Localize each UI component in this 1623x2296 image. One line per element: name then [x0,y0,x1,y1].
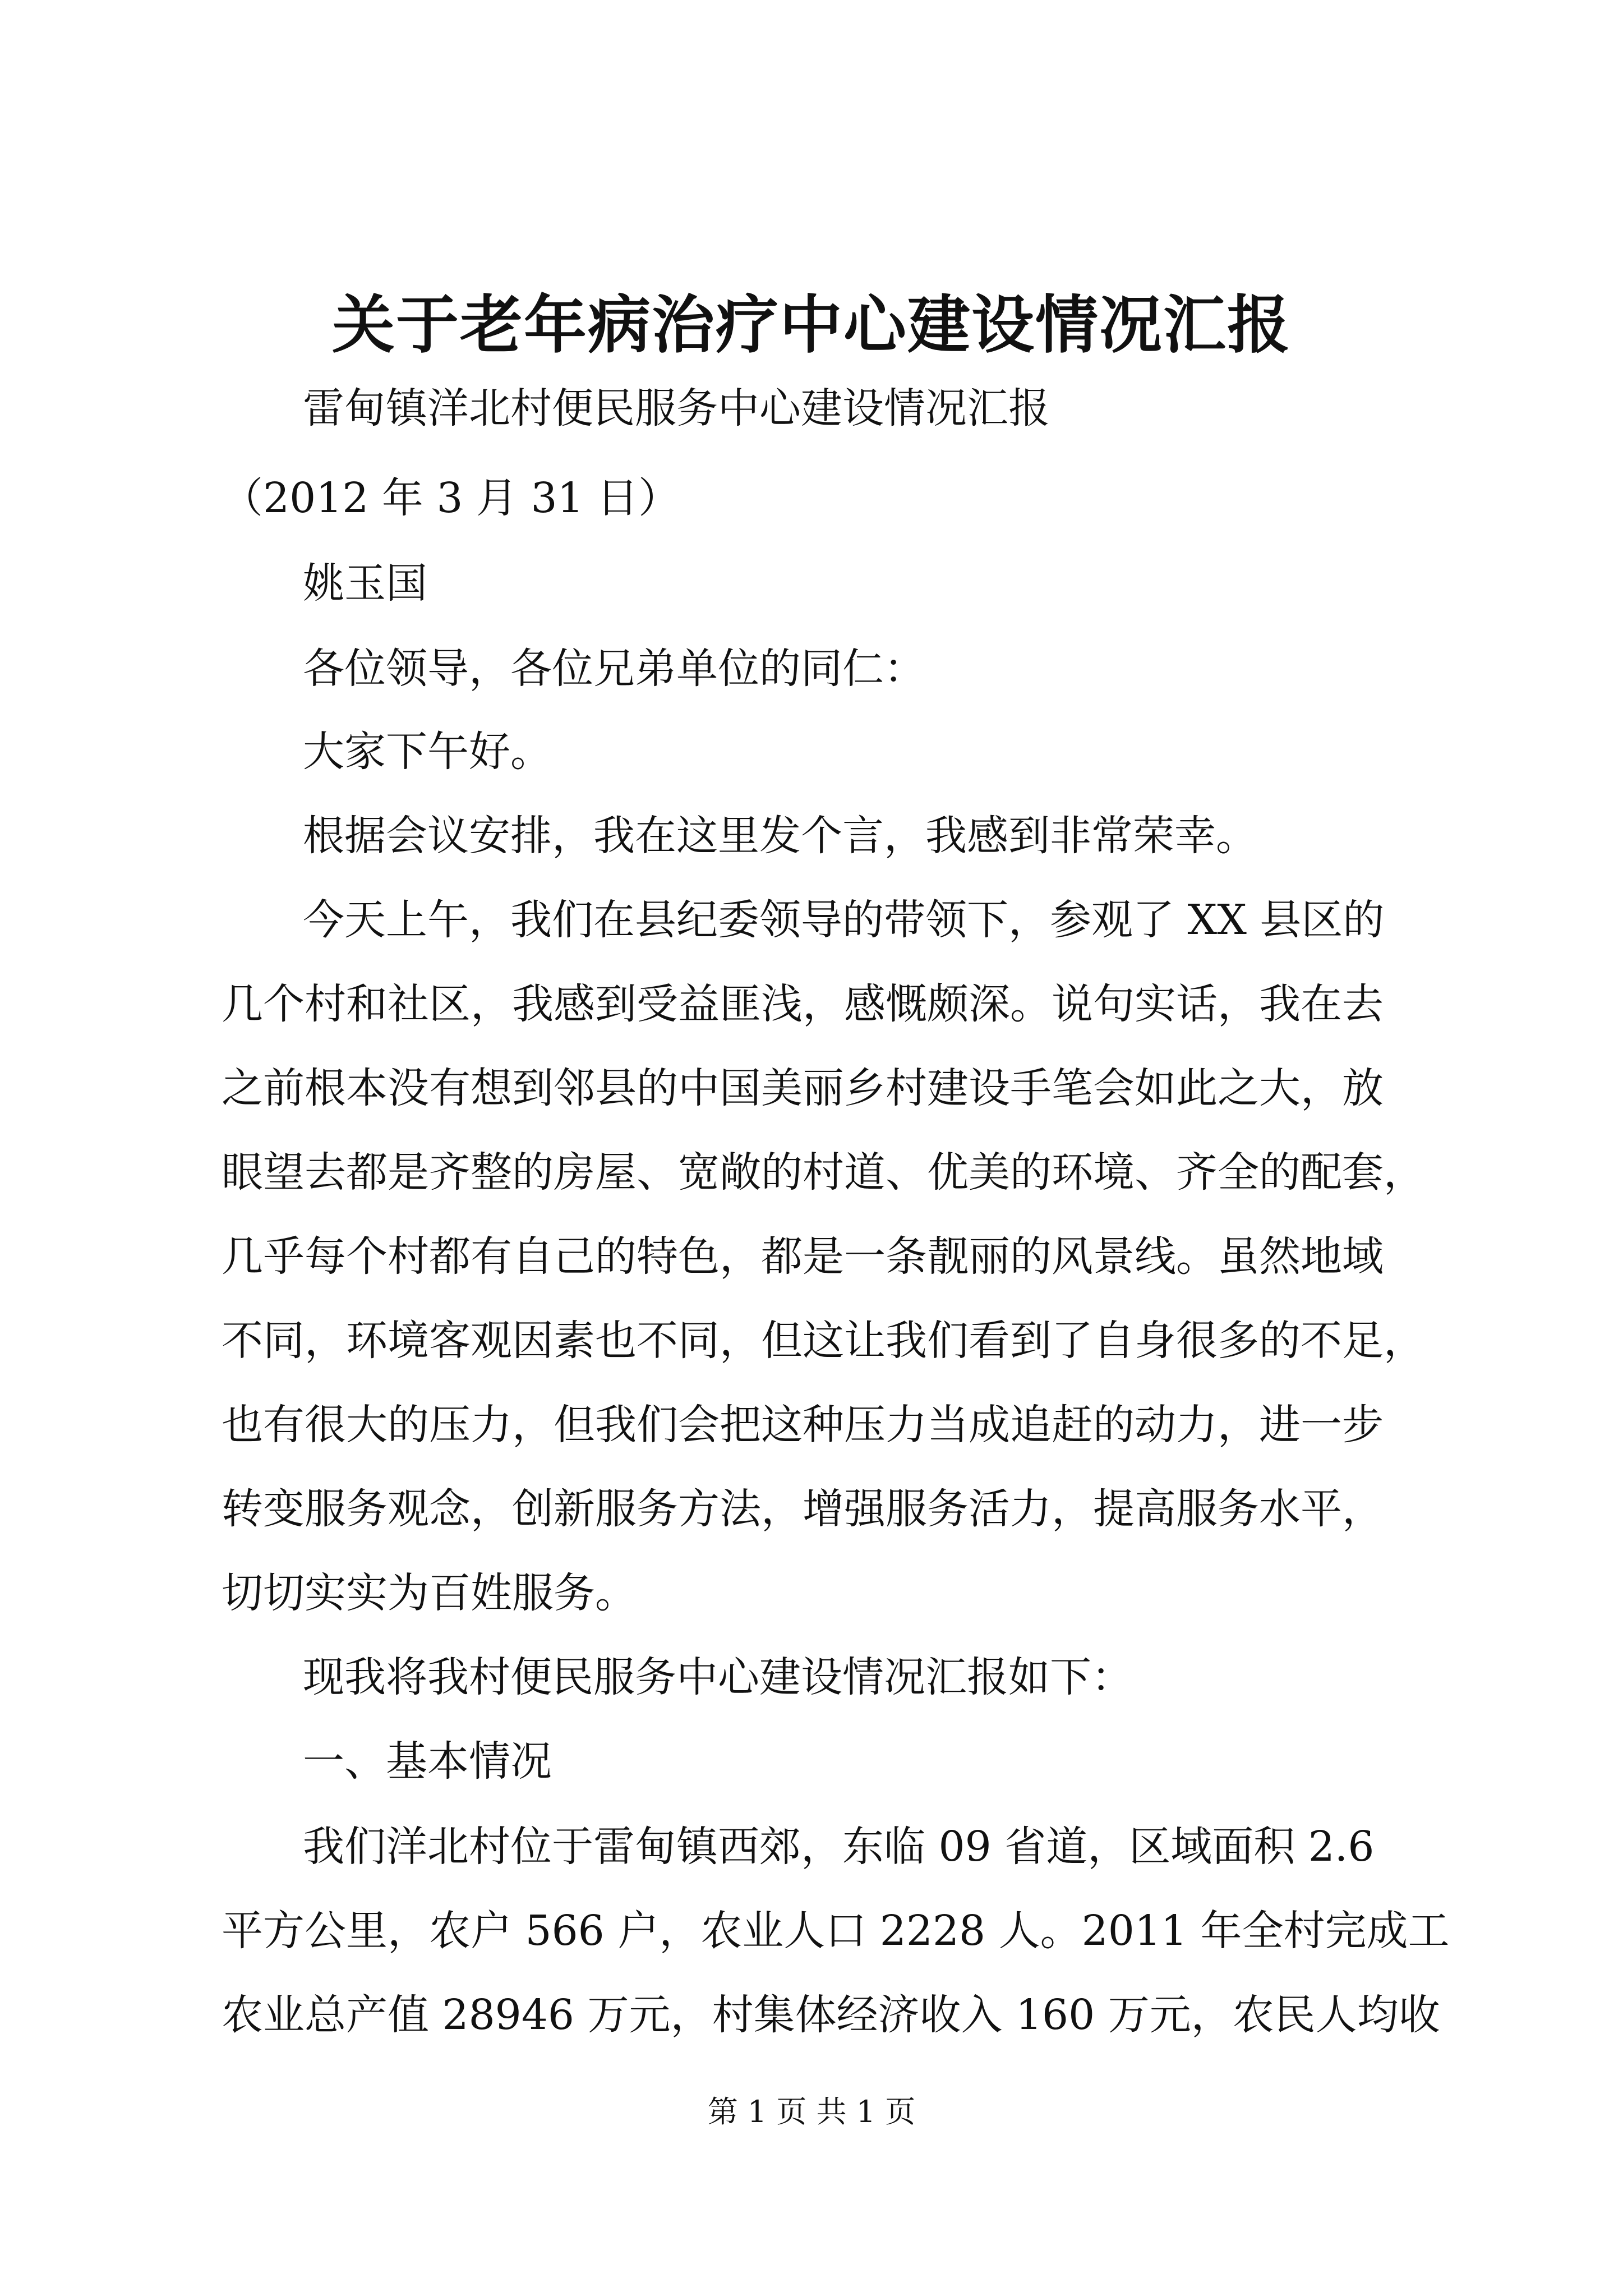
paragraph-line: 之前根本没有想到邻县的中国美丽乡村建设手笔会如此之大，放 [222,1064,1384,1112]
intro-line: 根据会议安排，我在这里发个言，我感到非常荣幸。 [303,812,1257,860]
paragraph-line: 转变服务观念，创新服务方法，增强服务活力，提高服务水平， [222,1485,1384,1533]
subtitle: 雷甸镇洋北村便民服务中心建设情况汇报 [303,384,1050,432]
paragraph-line: 不同，环境客观因素也不同，但这让我们看到了自身很多的不足， [222,1317,1425,1365]
paragraph-line: 眼望去都是齐整的房屋、宽敞的村道、优美的环境、齐全的配套， [222,1148,1425,1197]
section-heading: 一、基本情况 [303,1737,552,1786]
report-intro: 现我将我村便民服务中心建设情况汇报如下： [303,1653,1133,1701]
paragraph-line: 切切实实为百姓服务。 [222,1569,637,1617]
hello-line: 大家下午好。 [303,728,552,776]
paragraph-line: 几个村和社区，我感到受益匪浅，感慨颇深。说句实话，我在去 [222,980,1384,1028]
paragraph-line: 也有很大的压力，但我们会把这种压力当成追赶的动力，进一步 [222,1401,1384,1449]
paragraph-line: 平方公里，农户 566 户，农业人口 2228 人。2011 年全村完成工 [222,1907,1450,1955]
report-date: （2012 年 3 月 31 日） [222,474,680,522]
paragraph-line: 我们洋北村位于雷甸镇西郊，东临 09 省道，区域面积 2.6 [303,1823,1375,1871]
author-name: 姚玉国 [303,559,427,608]
paragraph-line: 今天上午，我们在县纪委领导的带领下，参观了 XX 县区的 [303,896,1385,944]
paragraph-line: 农业总产值 28946 万元，村集体经济收入 160 万元，农民人均收 [222,1991,1440,2039]
page-footer: 第 1 页 共 1 页 [707,2094,916,2129]
document-title: 关于老年病治疗中心建设情况汇报 [332,288,1291,362]
greeting: 各位领导，各位兄弟单位的同仁： [303,645,925,693]
paragraph-line: 几乎每个村都有自己的特色，都是一条靓丽的风景线。虽然地域 [222,1232,1384,1281]
